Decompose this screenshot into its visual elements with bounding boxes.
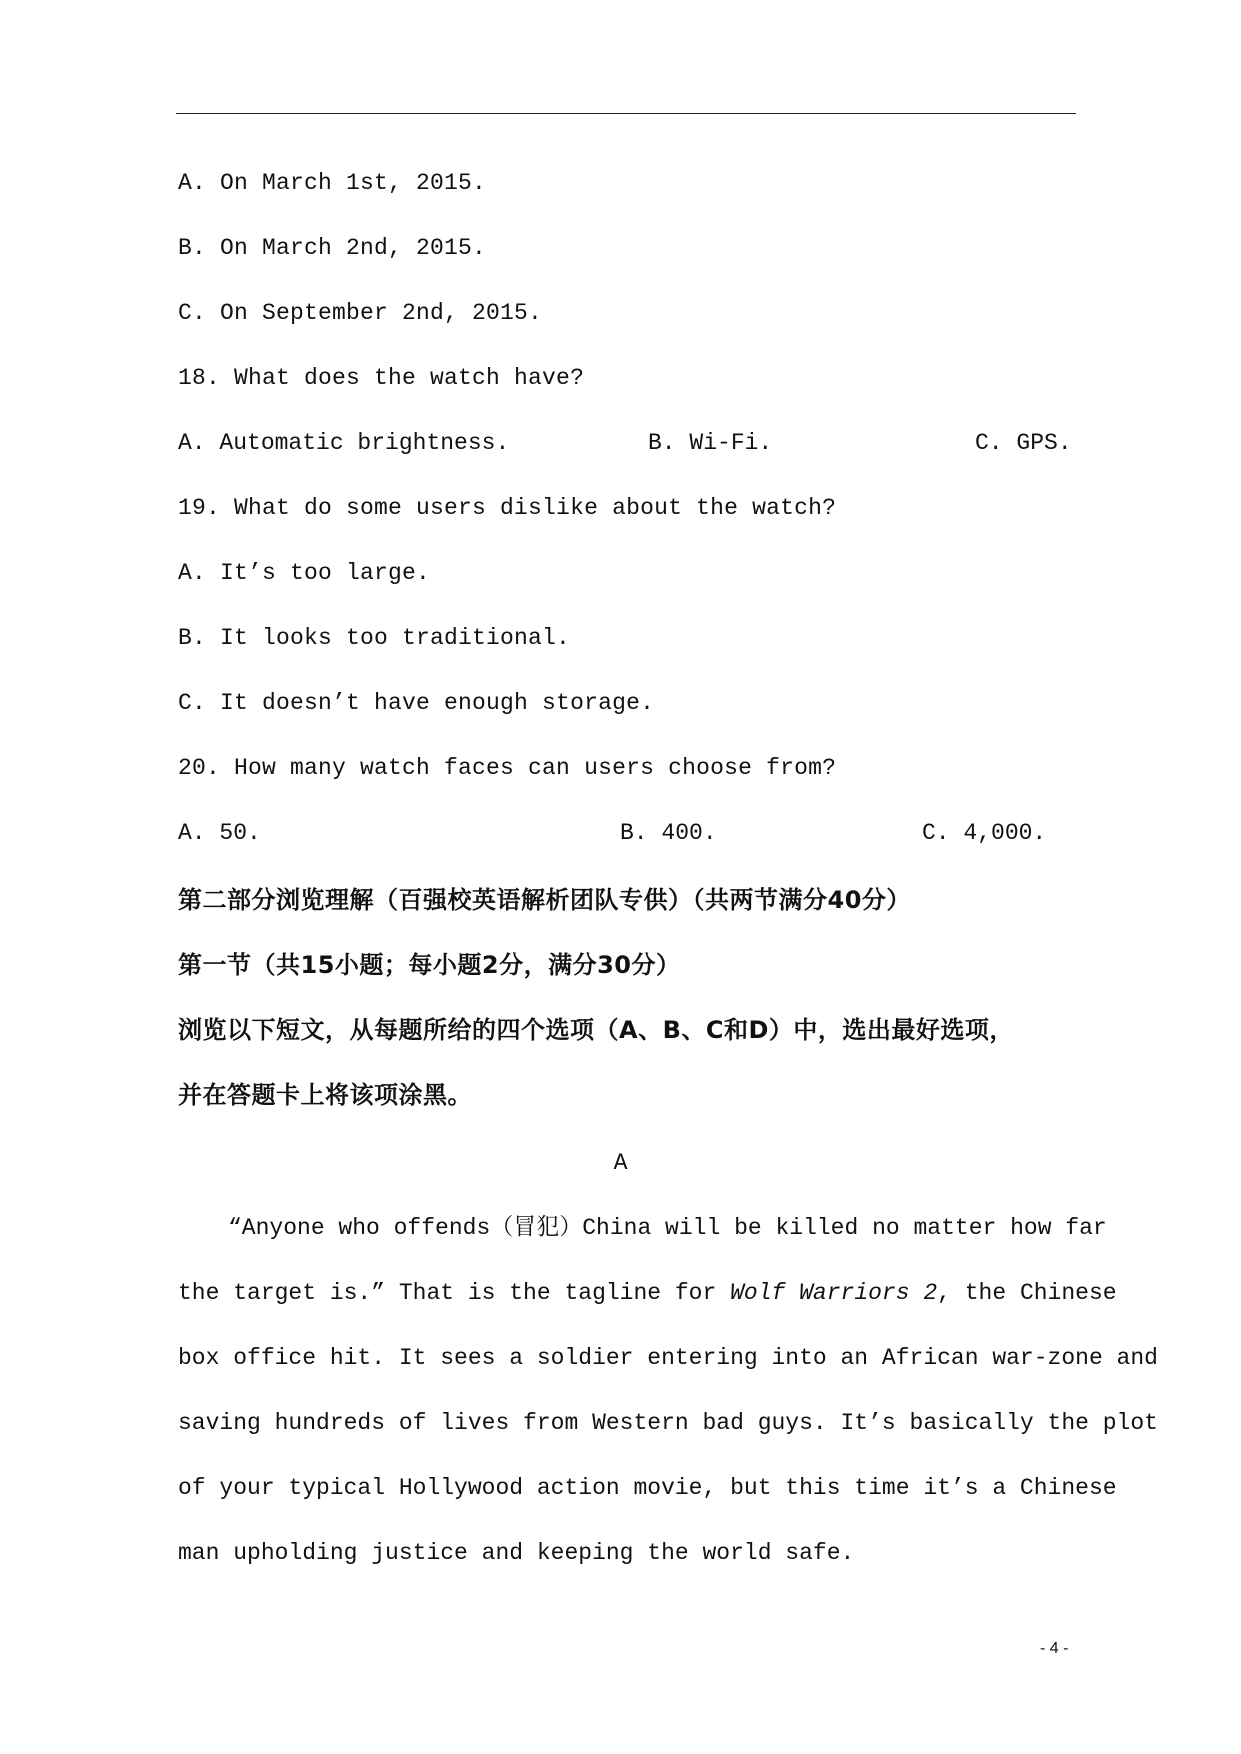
q18-option-c: C. GPS. (975, 430, 1072, 456)
q17-option-c: C. On September 2nd, 2015. (178, 300, 543, 326)
section-instruction-line2: 并在答题卡上将该项涂黑。 (178, 1081, 472, 1109)
passage-line-1: “Anyone who offends（冒犯）China will be killed no matter how far (228, 1215, 1107, 1241)
passage-heading: A (613, 1150, 628, 1176)
passage-line-2-after: , the Chinese (937, 1280, 1117, 1306)
section-instruction-line1: 浏览以下短文，从每题所给的四个选项（A、B、C和D）中，选出最好选项， (178, 1016, 1014, 1044)
passage-line-2-before: the target is.” That is the tagline for (178, 1280, 731, 1306)
q18-option-b: B. Wi-Fi. (648, 430, 773, 456)
q20-option-a: A. 50. (178, 820, 261, 846)
q19-option-a: A. It’s too large. (178, 560, 431, 586)
page-number: - 4 - (1040, 1640, 1069, 1657)
passage-line-2 (178, 1278, 1117, 1308)
q20-option-c: C. 4,000. (922, 820, 1047, 846)
passage-line-4: saving hundreds of lives from Western bad guys. It’s basically the plot (178, 1410, 1158, 1436)
q20-question: 20. How many watch faces can users choose from? (178, 755, 837, 781)
q17-option-b: B. On March 2nd, 2015. (178, 235, 487, 261)
movie-title: Wolf Warriors 2 (730, 1280, 938, 1306)
q18-question: 18. What does the watch have? (178, 365, 585, 391)
header-rule (176, 113, 1076, 114)
q18-option-a: A. Automatic brightness. (178, 430, 510, 456)
q17-option-a: A. On March 1st, 2015. (178, 170, 487, 196)
q20-option-b: B. 400. (620, 820, 717, 846)
section-title: 第二部分浏览理解（百强校英语解析团队专供）（共两节满分40分） (178, 886, 911, 914)
q19-option-c: C. It doesn’t have enough storage. (178, 690, 655, 716)
q19-question: 19. What do some users dislike about the watch? (178, 495, 837, 521)
passage-line-6: man upholding justice and keeping the world safe. (178, 1540, 855, 1566)
passage-line-3: box office hit. It sees a soldier entering into an African war-zone and (178, 1345, 1158, 1371)
section-subtitle: 第一节（共15小题；每小题2分，满分30分） (178, 951, 681, 979)
passage-line-5: of your typical Hollywood action movie, but this time it’s a Chinese (178, 1475, 1117, 1501)
q19-option-b: B. It looks too traditional. (178, 625, 571, 651)
